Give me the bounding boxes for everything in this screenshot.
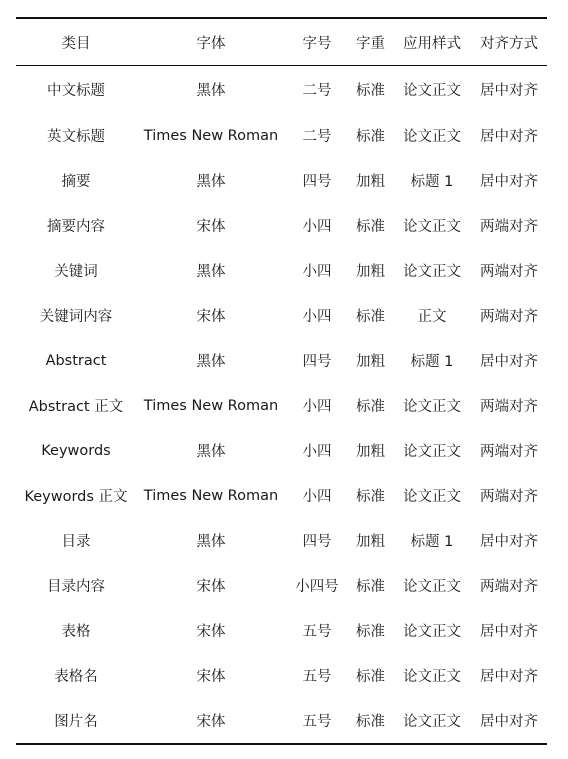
cell-applied-style: 标题 1: [410, 174, 454, 190]
cell-alignment: 居中对齐: [480, 83, 538, 99]
table-row: [16, 518, 547, 563]
cell-category: Keywords 正文: [24, 489, 128, 505]
cell-category: 表格: [61, 624, 91, 640]
cell-font-size: 二号: [302, 83, 332, 99]
header-row: [16, 18, 547, 66]
cell-applied-style: 正文: [417, 309, 447, 325]
cell-category: 表格名: [54, 669, 98, 685]
cell-category: Abstract 正文: [28, 399, 124, 415]
table-row: [16, 66, 547, 114]
cell-font: 宋体: [196, 714, 226, 730]
table-row: [16, 293, 547, 338]
cell-applied-style: 论文正文: [403, 83, 461, 99]
cell-category: 关键词: [54, 264, 98, 280]
cell-category: Keywords: [41, 442, 111, 459]
cell-alignment: 两端对齐: [480, 579, 538, 595]
format-spec-table-container: [16, 17, 547, 745]
cell-font-weight: 标准: [356, 669, 385, 685]
cell-font: 黑体: [196, 83, 226, 99]
cell-font: 黑体: [196, 444, 226, 460]
format-spec-table: [16, 17, 547, 745]
cell-font-weight: 标准: [356, 309, 385, 325]
cell-font-size: 小四: [302, 309, 332, 325]
cell-font: 宋体: [196, 219, 226, 235]
cell-font-size: 二号: [302, 129, 332, 145]
cell-font-weight: 加粗: [356, 354, 385, 370]
cell-font-weight: 标准: [356, 579, 385, 595]
cell-font-size: 小四: [302, 489, 332, 505]
cell-font-weight: 标准: [356, 624, 385, 640]
cell-alignment: 居中对齐: [480, 714, 538, 730]
header-applied-style: 应用样式: [403, 35, 461, 52]
cell-applied-style: 标题 1: [410, 354, 454, 370]
cell-font-size: 四号: [302, 354, 332, 370]
cell-font-weight: 加粗: [356, 534, 385, 550]
cell-alignment: 两端对齐: [480, 489, 538, 505]
cell-applied-style: 论文正文: [403, 714, 461, 730]
cell-applied-style: 论文正文: [403, 489, 461, 505]
cell-category: 目录: [61, 534, 91, 550]
cell-alignment: 居中对齐: [480, 534, 538, 550]
cell-alignment: 居中对齐: [480, 669, 538, 685]
header-category: 类目: [61, 35, 91, 52]
table-row: [16, 653, 547, 698]
cell-font-size: 小四: [302, 219, 332, 235]
cell-category: 摘要: [61, 174, 91, 190]
cell-applied-style: 论文正文: [403, 669, 461, 685]
cell-applied-style: 论文正文: [403, 129, 461, 145]
table-row: [16, 608, 547, 653]
cell-applied-style: 论文正文: [403, 624, 461, 640]
cell-applied-style: 论文正文: [403, 264, 461, 280]
cell-applied-style: 论文正文: [403, 399, 461, 415]
cell-category: 中文标题: [47, 83, 105, 99]
cell-font-weight: 标准: [356, 399, 385, 415]
table-row: [16, 203, 547, 248]
table-row: [16, 698, 547, 744]
cell-font: Times New Roman: [143, 127, 279, 144]
cell-applied-style: 论文正文: [403, 444, 461, 460]
table-row: [16, 473, 547, 518]
table-row: [16, 338, 547, 383]
cell-font-weight: 加粗: [356, 444, 385, 460]
table-row: [16, 113, 547, 158]
cell-font: 宋体: [196, 624, 226, 640]
cell-alignment: 居中对齐: [480, 129, 538, 145]
cell-category: 英文标题: [47, 129, 105, 145]
cell-font: 黑体: [196, 354, 226, 370]
header-font-weight: 字重: [356, 35, 385, 52]
cell-font-weight: 标准: [356, 129, 385, 145]
cell-font-size: 小四: [302, 399, 332, 415]
cell-font-size: 五号: [302, 714, 332, 730]
table-row: [16, 248, 547, 293]
header-font: 字体: [196, 35, 226, 52]
cell-font-weight: 加粗: [356, 264, 385, 280]
cell-font-weight: 加粗: [356, 174, 385, 190]
table-row: [16, 158, 547, 203]
cell-font: 宋体: [196, 669, 226, 685]
cell-category: 图片名: [54, 714, 98, 730]
table-row: [16, 428, 547, 473]
header-font-size: 字号: [302, 35, 332, 52]
cell-applied-style: 论文正文: [403, 579, 461, 595]
cell-font-size: 小四: [302, 444, 332, 460]
cell-applied-style: 标题 1: [410, 534, 454, 550]
cell-font-size: 四号: [302, 534, 332, 550]
cell-font: 宋体: [196, 579, 226, 595]
cell-alignment: 两端对齐: [480, 219, 538, 235]
cell-alignment: 居中对齐: [480, 624, 538, 640]
cell-font: 黑体: [196, 174, 226, 190]
cell-alignment: 两端对齐: [480, 309, 538, 325]
table-body: [16, 66, 547, 745]
header-alignment: 对齐方式: [480, 35, 538, 52]
cell-font-size: 五号: [302, 624, 332, 640]
table-row: [16, 383, 547, 428]
table-row: [16, 563, 547, 608]
cell-font: Times New Roman: [143, 397, 279, 414]
cell-font-size: 小四: [302, 264, 332, 280]
cell-font-weight: 标准: [356, 714, 385, 730]
cell-alignment: 两端对齐: [480, 444, 538, 460]
cell-alignment: 居中对齐: [480, 174, 538, 190]
cell-font-weight: 标准: [356, 489, 385, 505]
cell-font-size: 五号: [302, 669, 332, 685]
cell-font-size: 小四号: [295, 579, 339, 595]
table-header: [16, 18, 547, 66]
cell-alignment: 两端对齐: [480, 264, 538, 280]
cell-font: 宋体: [196, 309, 226, 325]
cell-category: 目录内容: [47, 579, 105, 595]
cell-font: Times New Roman: [143, 487, 279, 504]
cell-category: 关键词内容: [39, 309, 113, 325]
cell-applied-style: 论文正文: [403, 219, 461, 235]
cell-font: 黑体: [196, 534, 226, 550]
cell-font-weight: 标准: [356, 83, 385, 99]
cell-font-size: 四号: [302, 174, 332, 190]
cell-font-weight: 标准: [356, 219, 385, 235]
cell-alignment: 两端对齐: [480, 399, 538, 415]
cell-category: Abstract: [45, 352, 107, 369]
cell-category: 摘要内容: [47, 219, 105, 235]
cell-font: 黑体: [196, 264, 226, 280]
cell-alignment: 居中对齐: [480, 354, 538, 370]
